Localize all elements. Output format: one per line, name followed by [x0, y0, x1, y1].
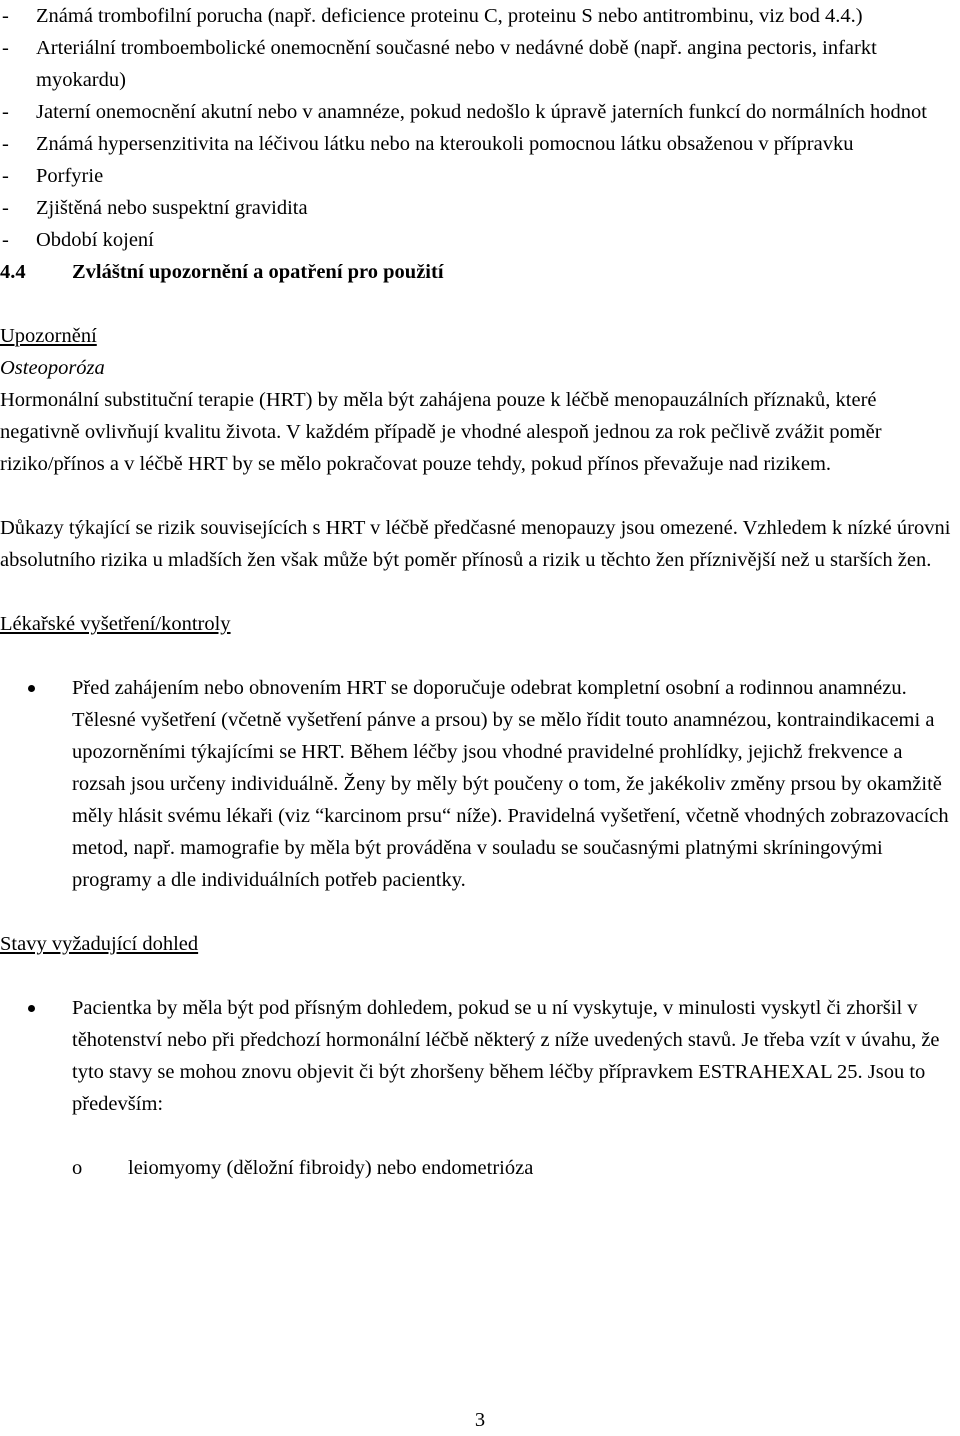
section-title: Zvláštní upozornění a opatření pro použití: [72, 261, 444, 283]
list-item-text: Období kojení: [36, 229, 154, 251]
dash-marker: -: [2, 133, 9, 155]
list-item-text: Zjištěná nebo suspektní gravidita: [36, 197, 308, 219]
spacer: [0, 576, 960, 608]
warnings-heading: Upozornění: [0, 325, 97, 347]
dash-marker: -: [2, 5, 9, 27]
list-item: [0, 0, 960, 32]
list-item: [0, 192, 960, 224]
list-item-text: Známá trombofilní porucha (např. deficience proteinu C, proteinu S nebo antitrombinu, viz bod 4.4.): [36, 5, 863, 27]
list-item-text: Porfyrie: [36, 165, 104, 187]
list-item: [0, 160, 960, 192]
list-item: [0, 224, 960, 256]
list-item: [0, 96, 960, 128]
page-number: 3: [474, 1409, 486, 1431]
dash-marker: -: [2, 197, 9, 219]
sub-item-text: leiomyomy (děložní fibroidy) nebo endometrióza: [128, 1157, 534, 1179]
dash-marker: -: [2, 37, 9, 59]
premature-menopause-paragraph: Důkazy týkající se rizik souvisejících s HRT v léčbě předčasné menopauzy jsou omezené. Vzhledem k nízké úrovni absolutního rizika u mladších žen však může být poměr přínosů a rizik u těchto žen příznivější než u starších žen.: [0, 517, 951, 571]
supervision-heading: Stavy vyžadující dohled: [0, 933, 199, 955]
section-number: 4.4: [0, 261, 26, 283]
spacer: [0, 480, 960, 512]
list-item-text: Známá hypersenzitivita na léčivou látku nebo na kteroukoli pomocnou látku obsaženou v přípravku: [36, 133, 854, 155]
spacer: [0, 960, 960, 992]
list-item: [0, 992, 960, 1120]
spacer: [0, 1120, 960, 1152]
list-item: [0, 128, 960, 160]
contraindication-list: [0, 0, 960, 256]
spacer: [0, 640, 960, 672]
list-item-text: Jaterní onemocnění akutní nebo v anamnéze, pokud nedošlo k úpravě jaterních funkcí do normálních hodnot: [36, 101, 927, 123]
osteoporosis-paragraph: Hormonální substituční terapie (HRT) by měla být zahájena pouze k léčbě menopauzálních příznaků, které negativně ovlivňují kvalitu života. V každém případě je vhodné alespoň jednou za rok pečlivě zvážit poměr riziko/přínos a v léčbě HRT by se mělo pokračovat pouze tehdy, pokud přínos převažuje nad rizikem.: [0, 389, 882, 475]
list-item: [0, 1152, 960, 1184]
sub-bullet-marker: o: [72, 1157, 83, 1179]
list-item: [0, 672, 960, 896]
list-item-text: Arteriální tromboembolické onemocnění současné nebo v nedávné době (např. angina pectoris, infarkt myokardu): [36, 37, 877, 91]
supervision-bullet-text: Pacientka by měla být pod přísným dohledem, pokud se u ní vyskytuje, v minulosti vyskytl či zhoršil v těhotenství nebo při předchozí hormonální léčbě některý z níže uvedených stavů. Je třeba vzít v úvahu, že tyto stavy se mohou znovu objevit či být zhoršeny během léčby přípravkem ESTRAHEXAL 25. Jsou to především:: [72, 997, 940, 1115]
section-heading: [0, 256, 960, 288]
osteoporosis-heading: Osteoporóza: [0, 357, 105, 379]
list-item: [0, 32, 960, 96]
dash-marker: -: [2, 229, 9, 251]
exams-heading: Lékařské vyšetření/kontroly: [0, 613, 231, 635]
dash-marker: -: [2, 101, 9, 123]
exams-bullet-text: Před zahájením nebo obnovením HRT se doporučuje odebrat kompletní osobní a rodinnou anamnézu. Tělesné vyšetření (včetně vyšetření pánve a prsou) by se mělo řídit touto anamnézou, kontraindikacemi a upozorněními týkajícími se HRT. Během léčby jsou vhodné pravidelné prohlídky, jejichž frekvence a rozsah jsou určeny individuálně. Ženy by měly být poučeny o tom, že jakékoliv změny prsou by okamžitě měly hlásit svému lékaři (viz “karcinom prsu“ níže). Pravidelná vyšetření, včetně vhodných zobrazovacích metod, např. mamografie by měla být prováděna v souladu se současnými platnými skríningovými programy a dle individuálních potřeb pacientky.: [72, 677, 949, 891]
spacer: [0, 896, 960, 928]
spacer: [0, 288, 960, 320]
dash-marker: -: [2, 165, 9, 187]
